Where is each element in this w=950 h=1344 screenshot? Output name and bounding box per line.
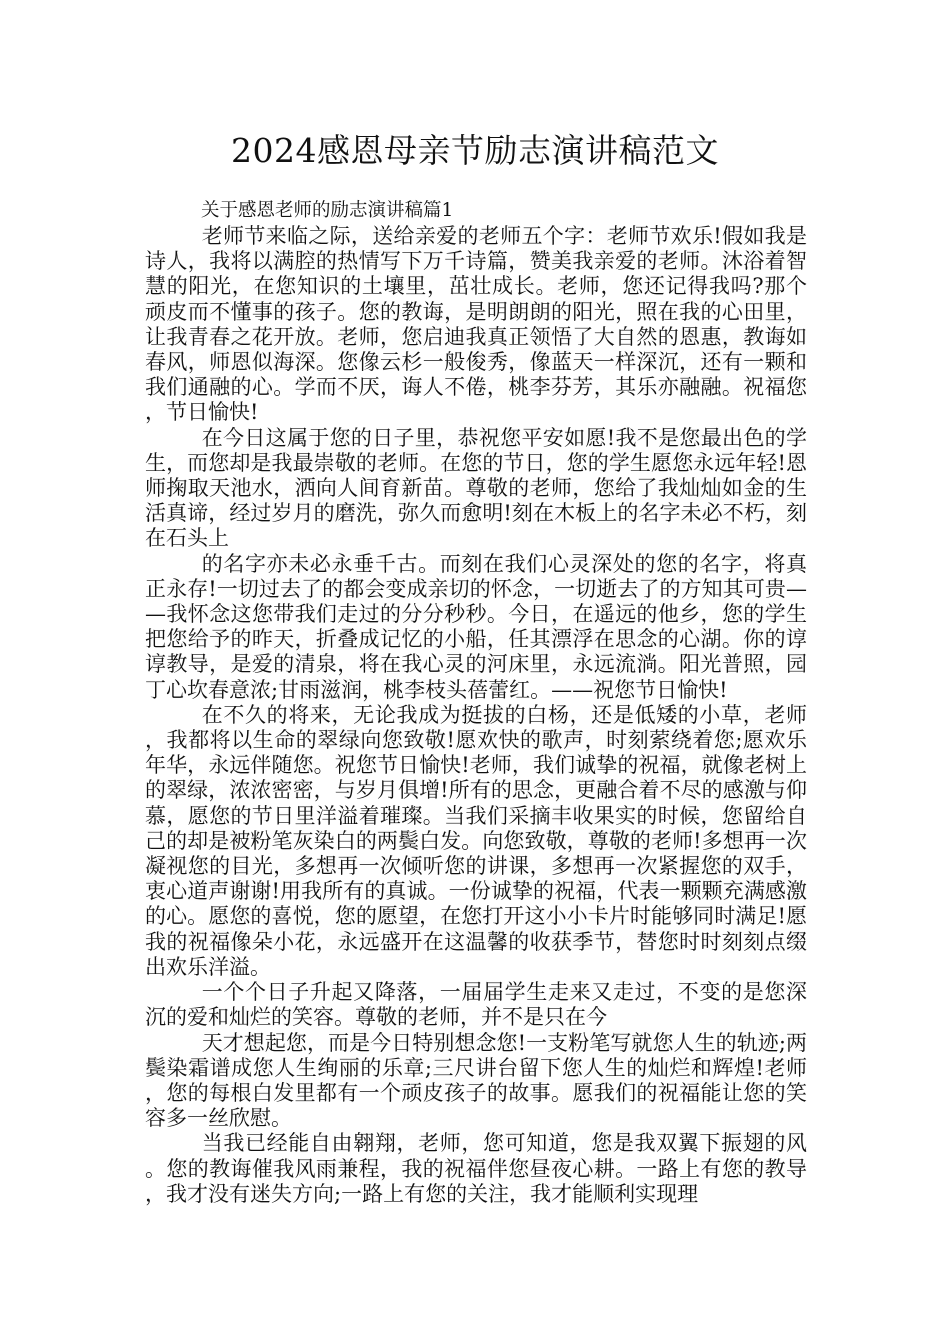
- document-body: [145, 198, 807, 1207]
- paragraph-1: 老师节来临之际，送给亲爱的老师五个字：老师节欢乐!假如我是诗人，我将以满腔的热情写下万千诗篇，赞美我亲爱的老师。沐浴着智慧的阳光，在您知识的土壤里，茁壮成长。老师，您还记得我吗?那个顽皮而不懂事的孩子。您的教诲，是明朗朗的阳光，照在我的心田里，让我青春之花开放。老师，您启迪我真正领悟了大自然的恩惠，教诲如春风，师恩似海深。您像云杉一般俊秀，像蓝天一样深沉，还有一颗和我们通融的心。学而不厌，诲人不倦，桃李芬芳，其乐亦融融。祝福您，节日愉快!: [145, 224, 807, 425]
- paragraph-7: 当我已经能自由翱翔，老师，您可知道，您是我双翼下振翅的风。您的教诲催我风雨兼程，我的祝福伴您昼夜心耕。一路上有您的教导，我才没有迷失方向;一路上有您的关注，我才能顺利实现理: [145, 1131, 807, 1206]
- paragraph-5: 一个个日子升起又降落，一届届学生走来又走过，不变的是您深沉的爱和灿烂的笑容。尊敬的老师，并不是只在今: [145, 980, 807, 1030]
- paragraph-3: 的名字亦未必永垂千古。而刻在我们心灵深处的您的名字，将真正永存!一切过去了的都会变成亲切的怀念，一切逝去了的方知其可贵——我怀念这您带我们走过的分分秒秒。今日，在遥远的他乡，您的学生把您给予的昨天，折叠成记忆的小船，任其漂浮在思念的心湖。你的谆谆教导，是爱的清泉，将在我心灵的河床里，永远流淌。阳光普照，园丁心坎春意浓;甘雨滋润，桃李枝头蓓蕾红。——祝您节日愉快!: [145, 551, 807, 702]
- document-title: 2024感恩母亲节励志演讲稿范文: [231, 131, 719, 170]
- paragraph-2: 在今日这属于您的日子里，恭祝您平安如愿!我不是您最出色的学生，而您却是我最崇敬的老师。在您的节日，您的学生愿您永远年轻!恩师掬取天池水，洒向人间育新苗。尊敬的老师，您给了我灿灿如金的生活真谛，经过岁月的磨洗，弥久而愈明!刻在木板上的名字未必不朽，刻在石头上: [145, 425, 807, 551]
- paragraph-4: 在不久的将来，无论我成为挺拔的白杨，还是低矮的小草，老师，我都将以生命的翠绿向您致敬!愿欢快的歌声，时刻萦绕着您;愿欢乐年华，永远伴随您。祝您节日愉快!老师，我们诚挚的祝福，就像老树上的翠绿，浓浓密密，与岁月俱增!所有的思念，更融合着不尽的感激与仰慕，愿您的节日里洋溢着璀璨。当我们采摘丰收果实的时候，您留给自己的却是被粉笔灰染白的两鬓白发。向您致敬，尊敬的老师!多想再一次凝视您的目光，多想再一次倾听您的讲课，多想再一次紧握您的双手，衷心道声谢谢!用我所有的真诚。一份诚挚的祝福，代表一颗颗充满感激的心。愿您的喜悦，您的愿望，在您打开这小小卡片时能够同时满足!愿我的祝福像朵小花，永远盛开在这温馨的收获季节，替您时时刻刻点缀出欢乐洋溢。: [145, 702, 807, 979]
- section-heading: 关于感恩老师的励志演讲稿篇1: [201, 200, 454, 221]
- paragraph-6: 天才想起您，而是今日特别想念您!一支粉笔写就您人生的轨迹;两鬓染霜谱成您人生绚丽的乐章;三尺讲台留下您人生的灿烂和辉煌!老师，您的每根白发里都有一个顽皮孩子的故事。愿我们的祝福能让您的笑容多一丝欣慰。: [145, 1030, 807, 1131]
